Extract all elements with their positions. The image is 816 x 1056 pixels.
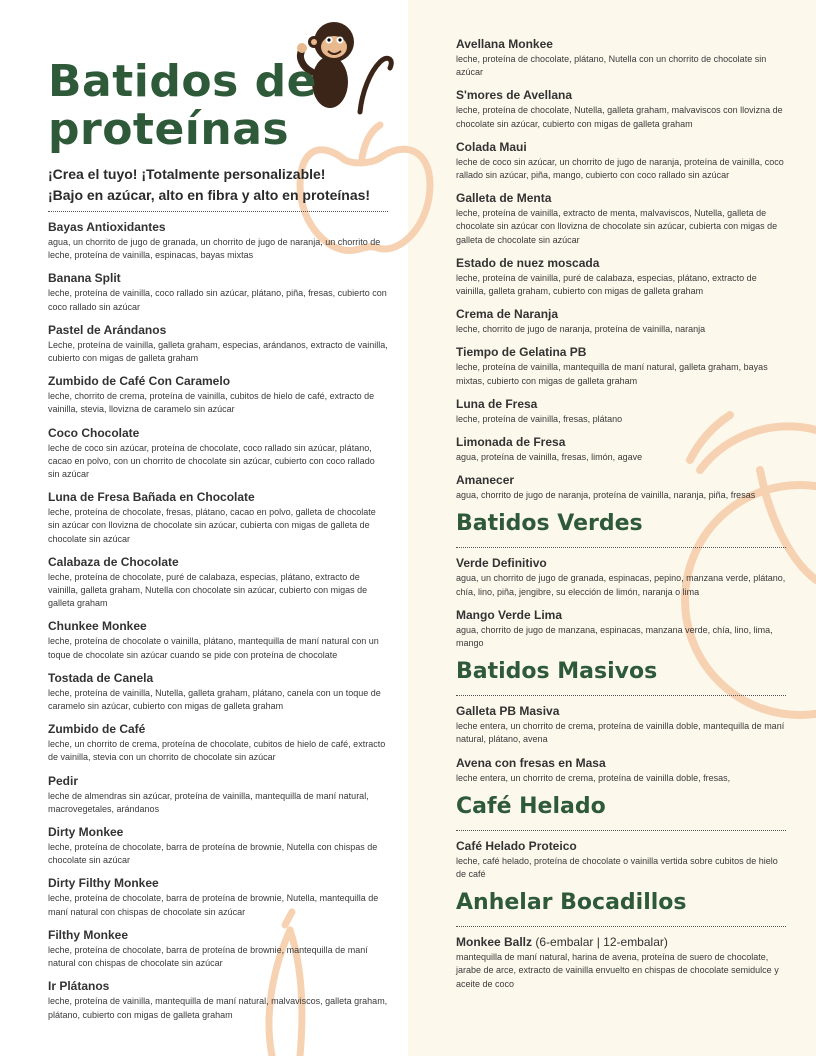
section-title: Batidos Masivos [456, 659, 658, 685]
menu-item [456, 756, 786, 785]
menu-item-name [48, 825, 388, 840]
dotted-divider [456, 830, 786, 831]
menu-item-name-text: Dirty Filthy Monkee [48, 876, 159, 891]
menu-item-name [456, 608, 786, 623]
menu-item [456, 307, 786, 336]
menu-item-name [48, 220, 388, 235]
menu-item-description: leche, café helado, proteína de chocolate o vainilla vertida sobre cubitos de hielo de café [456, 855, 778, 880]
menu-item-name-text: Zumbido de Café Con Caramelo [48, 374, 231, 389]
menu-item-name-text: Mango Verde Lima [456, 607, 563, 622]
menu-item-name-text: Calabaza de Chocolate [48, 554, 179, 569]
menu-item-description: leche, proteína de vainilla, puré de calabaza, especias, plátano, extracto de vainilla, galleta graham, cubierto con migas de galleta graham [456, 272, 757, 297]
menu-item-name-text: Colada Maui [456, 139, 527, 154]
right-menu-column [456, 37, 786, 1000]
menu-item-description: leche, proteína de chocolate, barra de proteína de brownie, mantequilla de maní natural con chispas de chocolate sin azúcar [48, 944, 368, 969]
menu-item-name-text: Ir Plátanos [48, 979, 110, 994]
menu-item [48, 271, 388, 313]
menu-item-name-text: Zumbido de Café [48, 722, 146, 737]
menu-item-description: leche entera, un chorrito de crema, proteína de vainilla doble, fresas, [456, 772, 731, 783]
menu-item-name-text: Tiempo de Gelatina PB [456, 345, 587, 360]
tagline-line: ¡Bajo en azúcar, alto en fibra y alto en proteínas! [48, 187, 371, 203]
dotted-divider [456, 547, 786, 548]
menu-item-description: leche, proteína de vainilla, mantequilla de maní natural, malvaviscos, galleta graham, plátano, cubierto con migas de galleta graham [48, 996, 388, 1020]
menu-item-name [48, 876, 388, 891]
menu-item-description: leche, proteína de chocolate, plátano, Nutella con un chorrito de chocolate sin azúcar [456, 54, 767, 78]
menu-item-description: leche, proteína de chocolate, puré de calabaza, especias, plátano, extracto de vainilla, galleta graham, Nutella con chocolate sin azúcar, cubierto con migas de galleta graham [48, 571, 368, 609]
menu-item-description: leche, proteína de vainilla, coco rallado sin azúcar, plátano, piña, fresas, cubierto con coco rallado sin azúcar [48, 288, 387, 312]
menu-item-description: leche, proteína de chocolate, barra de proteína de brownie, Nutella, mantequilla de maní natural con chispas de chocolate sin azúcar [48, 893, 379, 917]
section-title: Batidos Verdes [456, 511, 643, 537]
menu-item [456, 839, 786, 881]
menu-item-name [48, 722, 388, 737]
menu-item-name [456, 756, 786, 771]
menu-item [48, 490, 388, 546]
menu-item [48, 426, 388, 482]
menu-item-name-text: Coco Chocolate [48, 425, 140, 440]
menu-item-name-text: Tostada de Canela [48, 670, 154, 685]
menu-item [456, 608, 786, 650]
menu-item-name [456, 191, 786, 206]
menu-item-description: agua, chorrito de jugo de naranja, proteína de vainilla, naranja, piña, fresas [456, 490, 756, 501]
menu-item-description: leche, proteína de vainilla, Nutella, galleta graham, plátano, canela con un toque de caramelo sin azúcar, cubierto con migas de galleta graham [48, 687, 381, 712]
menu-item-description: leche, proteína de vainilla, extracto de menta, malvaviscos, Nutella, galleta de chocolate sin azúcar con llovizna de chocolate sin azúcar, cubierta con migas de galleta de chocolate sin azúcar [456, 208, 778, 245]
menu-item-description: leche, proteína de chocolate, Nutella, galleta graham, malvaviscos con llovizna de chocolate sin azúcar, cubierto con migas de galleta graham [456, 105, 783, 129]
menu-item-name [456, 345, 786, 360]
menu-item [48, 220, 388, 262]
menu-item-name-text: Galleta de Menta [456, 191, 552, 206]
menu-item-description: leche de almendras sin azúcar, proteína de vainilla, mantequilla de maní natural, macrovegetales, arándanos [48, 790, 369, 814]
menu-item-description: agua, proteína de vainilla, fresas, limón, agave [456, 452, 643, 463]
menu-item-description: leche de coco sin azúcar, proteína de chocolate, coco rallado sin azúcar, plátano, cacao en polvo, con un chorrito de chocolate sin azúcar, cubierto con coco rallado sin azúcar [48, 442, 375, 480]
menu-item [456, 37, 786, 79]
menu-item [456, 556, 786, 598]
menu-item [48, 825, 388, 867]
menu-item-name [456, 140, 786, 155]
menu-item-description: leche, proteína de chocolate o vainilla, plátano, mantequilla de maní natural con un toque de chocolate sin azúcar cuando se pide con proteína de chocolate [48, 636, 379, 660]
menu-item-name [456, 556, 786, 571]
menu-item-name [48, 979, 388, 994]
left-menu-list [48, 211, 388, 1031]
menu-item-name [48, 555, 388, 570]
section-title: Anhelar Bocadillos [456, 890, 687, 916]
menu-item-name-text: Café Helado Proteico [456, 838, 577, 853]
menu-item [48, 979, 388, 1021]
menu-item-name [48, 671, 388, 686]
menu-item-name [48, 271, 388, 286]
dotted-divider [456, 695, 786, 696]
menu-item-name-text: Avellana Monkee [456, 37, 553, 51]
menu-item-description: leche de coco sin azúcar, un chorrito de jugo de naranja, proteína de vainilla, coco rallado sin azúcar, piña, mango, cubierto con coco rallado sin azúcar [456, 156, 784, 181]
menu-item-name-text: Monkee Ballz [456, 935, 533, 950]
menu-item-name-text: Filthy Monkee [48, 927, 129, 942]
dotted-divider [48, 211, 388, 212]
menu-item [456, 191, 786, 247]
menu-item [456, 704, 786, 746]
menu-item-description: leche, chorrito de jugo de naranja, proteína de vainilla, naranja [456, 324, 706, 335]
menu-item-note: (6-embalar | 12-embalar) [532, 935, 668, 950]
menu-item-name [48, 928, 388, 943]
menu-item-name-text: Bayas Antioxidantes [48, 220, 166, 234]
menu-item-name-text: Dirty Monkee [48, 825, 124, 840]
menu-item [456, 140, 786, 182]
menu-item [456, 473, 786, 502]
dotted-divider [456, 926, 786, 927]
section-title: Café Helado [456, 793, 606, 819]
menu-item-name [456, 435, 786, 450]
menu-item [456, 935, 786, 991]
menu-item-description: mantequilla de maní natural, harina de avena, proteína de suero de chocolate, jarabe de arce, extracto de vainilla envuelto en chispas de chocolate semidulce y aceite de coco [456, 952, 779, 989]
menu-item [48, 928, 388, 970]
menu-item-name-text: Pedir [48, 773, 79, 788]
menu-item-name-text: Luna de Fresa [456, 396, 538, 411]
menu-item-description: leche, proteína de chocolate, barra de proteína de brownie, Nutella con chispas de chocolate sin azúcar [48, 842, 378, 866]
menu-item-name [48, 490, 388, 505]
menu-item-name-text: S'mores de Avellana [456, 88, 573, 103]
menu-item-name-text: Crema de Naranja [456, 307, 559, 322]
menu-item [48, 619, 388, 661]
menu-item-description: agua, un chorrito de jugo de granada, un chorrito de jugo de naranja, un chorrito de leche, proteína de vainilla, espinacas, bayas mixtas [48, 237, 381, 261]
menu-item-name-text: Banana Split [48, 271, 121, 286]
page-title: Batidos de proteínas [48, 56, 317, 155]
menu-item-name [48, 374, 388, 389]
menu-item-name [456, 37, 786, 52]
menu-item [456, 345, 786, 387]
menu-item-name [456, 935, 786, 950]
menu-item-description: leche, un chorrito de crema, proteína de chocolate, cubitos de hielo de café, extracto de vainilla, stevia con un chorrito de chocolate sin azúcar [48, 739, 386, 763]
menu-item-name [456, 307, 786, 322]
menu-item [456, 88, 786, 130]
menu-item-description: agua, chorrito de jugo de manzana, espinacas, manzana verde, chía, lino, lima, mango [456, 624, 773, 649]
menu-item-name [456, 88, 786, 103]
menu-item-description: leche entera, un chorrito de crema, proteína de vainilla doble, mantequilla de maní natural, plátano, avena [456, 721, 785, 745]
menu-item [456, 256, 786, 298]
menu-item-description: leche, proteína de vainilla, fresas, plátano [456, 413, 623, 424]
menu-item-name [48, 619, 388, 634]
menu-item-description: leche, chorrito de crema, proteína de vainilla, cubitos de hielo de café, extracto de vainilla, stevia, llovizna de caramelo sin azúcar [48, 391, 375, 415]
menu-item-name-text: Amanecer [456, 473, 515, 488]
menu-item-name [48, 426, 388, 441]
menu-item [48, 876, 388, 918]
menu-item-name [48, 774, 388, 789]
menu-item [48, 374, 388, 416]
menu-item-description: leche, proteína de vainilla, mantequilla de maní natural, galleta graham, bayas mixtas, cubierto con migas de galleta graham [456, 362, 768, 386]
menu-item-name-text: Pastel de Arándanos [48, 322, 167, 337]
menu-item-name-text: Luna de Fresa Bañada en Chocolate [48, 490, 255, 505]
menu-item [48, 722, 388, 764]
menu-item [48, 671, 388, 713]
menu-item-name [456, 704, 786, 719]
menu-item-name [456, 839, 786, 854]
menu-item [48, 323, 388, 365]
tagline-line: ¡Crea el tuyo! ¡Totalmente personalizable! [48, 166, 326, 182]
tagline [48, 164, 378, 206]
menu-item-description: agua, un chorrito de jugo de granada, espinacas, pepino, manzana verde, plátano, chía, lino, piña, jengibre, su elección de limón, naranja o lima [456, 573, 786, 597]
menu-item-name-text: Chunkee Monkee [48, 619, 147, 634]
menu-item-name-text: Avena con fresas en Masa [456, 755, 606, 770]
menu-item-name [456, 473, 786, 488]
menu-item-name [456, 256, 786, 271]
menu-item-name-text: Galleta PB Masiva [456, 704, 560, 719]
menu-item-name-text: Estado de nuez moscada [456, 255, 600, 270]
menu-item [48, 555, 388, 611]
menu-item-name-text: Limonada de Fresa [456, 435, 566, 450]
menu-item [456, 435, 786, 464]
menu-item [456, 397, 786, 426]
menu-item-description: Leche, proteína de vainilla, galleta graham, especias, arándanos, extracto de vainilla, cubierto con migas de galleta graham [48, 339, 388, 364]
menu-item-description: leche, proteína de chocolate, fresas, plátano, cacao en polvo, galleta de chocolate sin azúcar con llovizna de chocolate sin azúcar, cubierta con migas de galleta de chocolate sin azúcar [48, 507, 376, 544]
menu-item-name [48, 323, 388, 338]
menu-item [48, 774, 388, 816]
menu-item-name-text: Verde Definitivo [456, 556, 547, 571]
menu-item-name [456, 397, 786, 412]
